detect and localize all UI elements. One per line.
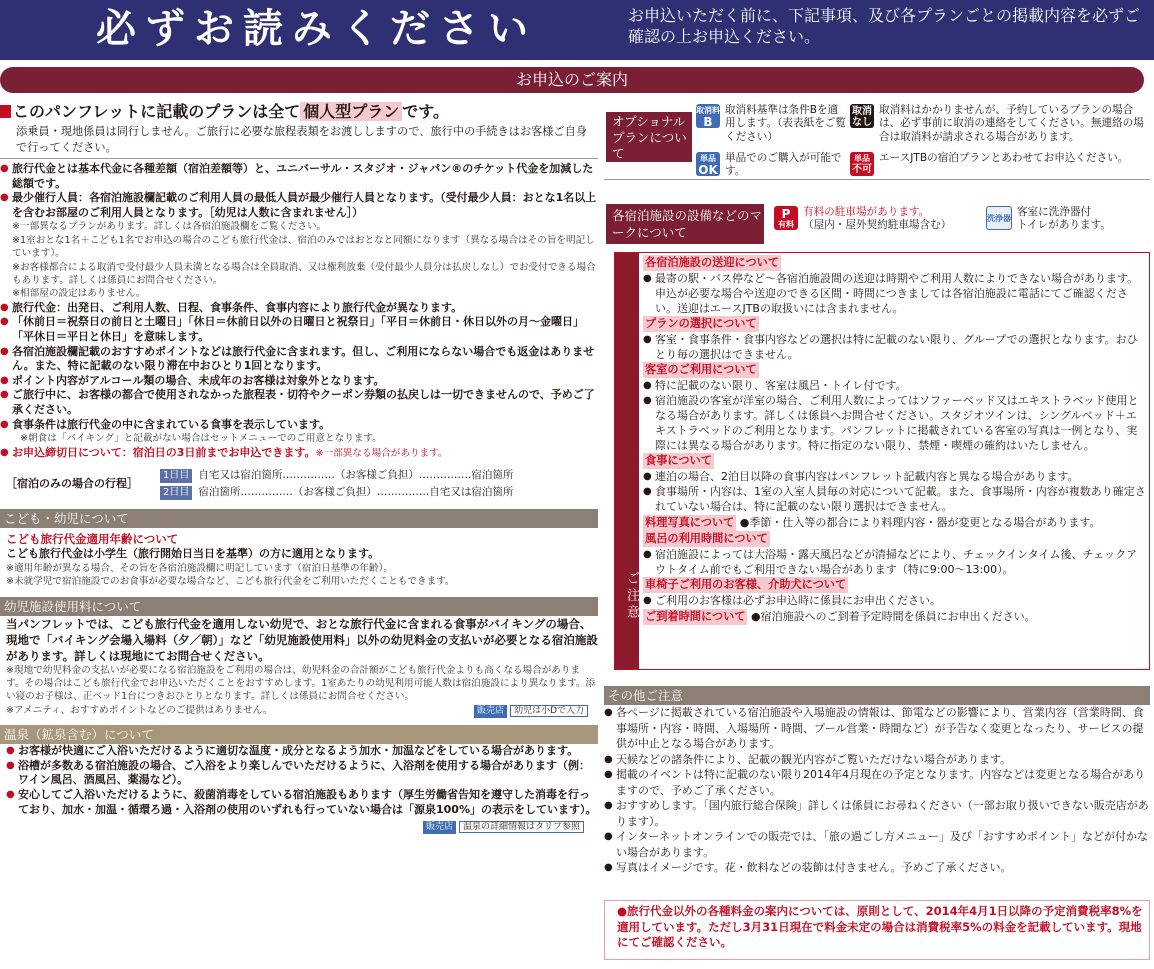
note-sub: ※相部屋の設定はありません。 (12, 288, 146, 300)
icon-big: OK (698, 163, 718, 177)
caution-text: ● 客室・食事条件・食事内容などの選択は特に記載のない限り、グループでの選択となります。おひとり毎の選択はできません。 (643, 332, 1147, 362)
single-ok-icon (696, 152, 720, 176)
note-sub: ※一部異なるプランがあります。詳しくは各宿泊施設欄をご覧ください。 (12, 221, 327, 233)
caution-heading: 食事について (645, 454, 712, 467)
note-price: ● 旅行代金とは基本代金に各種差額（宿泊差額等）と、ユニバーサル・スタジオ・ジャパン®のチケット代金を加減した総額です。 (0, 162, 598, 191)
itinerary-route: 宿泊箇所……………（お客様ご負担）……………自宅又は宿泊箇所 (198, 485, 514, 498)
icon-big: B (703, 115, 713, 129)
itinerary-label: ［宿泊のみの場合の行程］ (6, 477, 138, 490)
itinerary-row (160, 484, 598, 501)
icon-small: 取消料 (696, 106, 720, 115)
kids-subheading: こども旅行代金適用年齢について (6, 532, 179, 547)
caution-heading: 風呂の利用時間について (645, 532, 768, 545)
day-badge: 1日目 (160, 469, 192, 483)
shop-tag-text: 幼児は小Dで入力 (510, 705, 588, 717)
note-sub: ※お客様都合による取消で受付最少人員未満となる場合は全員取消、又は権利放棄（受付最少人員分は払戻しなし）でお受付できる場合もあります。詳しくは係員にお問合せください。 (12, 261, 596, 286)
note-day-types: ● 「休前日＝祝祭日の前日と土曜日」「休日＝休前日以外の日曜日と祝祭日」「平日＝休前日・休日以外の月～金曜日」「平休日＝平日と休日」を意味します。 (0, 315, 598, 344)
shop-tag: 販売店 (474, 705, 507, 718)
caution-heading: 料理写真について (645, 516, 735, 529)
caution-heading: 車椅子ご利用のお客様、介助犬について (645, 578, 847, 591)
other-note: ● 写真はイメージです。花・飲料などの装飾は付きません。予めご了承ください。 (604, 860, 1150, 876)
icon-big: 取消なし (852, 106, 872, 128)
kids-note: ※未就学児で宿泊施設でのお食事が必要な場合など、こども旅行代金をご利用いただくこともできます。 (6, 576, 455, 588)
caution-heading: プランの選択について (645, 317, 757, 330)
onsen-note: ● 浴槽が多数ある宿泊施設の場合、ご入浴をより楽しんでいただけるように、入浴剤を使用する場合があります（例：ワイン風呂、酒風呂、薬湯など）。 (6, 759, 598, 788)
caution-text: ● ご利用のお客様は必ずお申込時に係員にお申出ください。 (643, 593, 1147, 608)
icon-big: 不可 (852, 164, 872, 175)
washlet-item (986, 206, 1150, 233)
washlet-text-2: トイレがあります。 (1017, 219, 1111, 232)
kids-text: こども旅行代金は小学生（旅行開始日当日を基準）の方に適用となります。 (6, 547, 380, 561)
caution-text: 季節・仕入等の都合により料理内容・器が変更となる場合があります。 (749, 516, 1101, 529)
infant-note-text: ※アメニティ、おすすめポイントなどのご提供はありません。 (6, 704, 273, 716)
caution-heading: ご到着時間について (645, 610, 746, 623)
note-alcohol: ● ポイント内容がアルコール類の場合、未成年のお客様は対象外となります。 (0, 374, 598, 389)
parking-icon (774, 206, 798, 230)
caution-box (614, 252, 1150, 670)
tax-notice: ●旅行代金以外の各種料金の案内については、原則として、2014年4月1日以降の予定消費税率8%を適用しています。ただし3月31日現在で料金未定の場合は消費税率5%の料金を記載しています。現地にてご確認ください。 (604, 900, 1150, 960)
caution-heading: 客室のご利用について (645, 363, 757, 376)
page-title: 必ずお読みください (96, 6, 537, 52)
washlet-icon (986, 206, 1012, 230)
deadline-text: お申込締切日について：宿泊日の3日前までお申込できます。 (12, 445, 316, 459)
other-note: ● 天候などの諸条件により、記載の観光内容がご覧いただけない場合があります。 (604, 752, 1150, 768)
infant-text: 当パンフレットでは、こども旅行代金を適用しない幼児で、おとな旅行代金に含まれる食事がバイキングの場合、現地で「バイキング会場入場料（夕／朝）」など「幼児施設使用料」以外の幼児料金の支払いが必要となる宿泊施設があります。詳しくは現地にてお問合せください。 (6, 616, 598, 663)
single-ok-text: 単品でのご購入が可能です。 (725, 152, 842, 178)
shop-tag: 販売店 (423, 821, 456, 834)
right-column (604, 96, 1154, 966)
caution-text: ● 宿泊施設の客室が洋室の場合、ご利用人数によってはソファーベッド又はエキストラベッド使用となる場合があります。詳しくは係員へお問合せください。スタジオツインは、シングルベッド＋エキストラベッドのご利用となります。パンフレットに掲載されている客室の写真は一例となり、実際には異なる場合があります。特に指定のない限り、禁煙・喫煙の確約はいたしません。 (643, 393, 1147, 453)
caution-inline: ご到着時間について ●宿泊施設へのご到着予定時間を係員にお申出ください。 (645, 610, 1036, 623)
no-cancel-icon (850, 104, 874, 128)
single-ng-text: エースJTBの宿泊プランとあわせてお申込ください。 (879, 152, 1129, 164)
plan-heading (0, 100, 598, 124)
onsen-tag-line (0, 819, 584, 834)
kids-note: ※適用年齢が異なる場合、その旨を各宿泊施設欄に明記しています（宿泊日基準の年齢）。 (6, 562, 393, 574)
no-cancel-text: 取消料はかかりませんが、予約しているプランの場合は、必ず事前に取消の連絡をしてください。無連絡の場合は取消料が請求される場合があります。 (879, 104, 1144, 143)
caution-text: ● 食事場所・内容は、1室の入室人員毎の対応について記載。また、食事場所・内容が複数あり確定されていない場合は、特に記載のない限り選択はできません。 (643, 484, 1147, 514)
note-sub: ※1室おとな1名＋こども1名でお申込の場合のこども旅行代金は、宿泊のみではおとなと同額になります（異なる場合はその旨を明記しています）。 (12, 234, 595, 260)
caution-inline: 料理写真について ●季節・仕入等の都合により料理内容・器が変更となる場合があります。 (645, 516, 1101, 529)
caution-text: 宿泊施設へのご到着予定時間を係員にお申出ください。 (760, 610, 1036, 623)
note-deadline (0, 446, 598, 462)
infant-note: ※現地で幼児料金の支払いが必要になる宿泊施設をご利用の場合は、幼児料金の合計額がこども旅行代金よりも高くなる場合があります。その場合はこども旅行代金でお申込いただくことをおすすめします。1室あたりの幼児利用可能人数は宿泊施設により異なります。添い寝のお子様は、正ベッド1台につきおひとりとなります。詳しくは係員にお問合せください。 (6, 664, 596, 703)
facility-marks-box (604, 204, 1150, 246)
icon-small: 洗浄器 (987, 214, 1011, 223)
intro-text: 添乗員・現地係員は同行しません。ご旅行に必要な旅程表類をお渡ししますので、旅行中の手続きはお客様ご自身で行ってください。 (0, 124, 598, 159)
other-note: ● インターネットオンラインでの販売では、「旅の過ごし方メニュー」及び「おすすめポイント」などが付かない場合があります。 (604, 829, 1150, 860)
caution-text: ● 特に記載のない限り、客室は風呂・トイレ付です。 (643, 378, 1147, 393)
parking-item (774, 206, 974, 233)
heading-highlight: 個人型プラン (300, 102, 402, 121)
note-min-people: ● 最少催行人員：各宿泊施設欄記載のご利用人員の最低人員が最少催行人員となります。（受付最少人員：おとな1名以上を含むお部屋のご利用人員となります。［幼児は人数に含まれません］） (0, 191, 598, 220)
deadline-note: ※一部異なる場合があります。 (315, 447, 448, 459)
single-ng-icon (850, 152, 874, 176)
cancel-b-icon (696, 104, 720, 128)
washlet-text: 客室に洗浄器付 (1017, 206, 1092, 218)
caution-text: ● 宿泊施設によっては大浴場・露天風呂などが清掃などにより、チェックインタイム後、チェックアウトタイム前でもご利用できない場合があります（特に9:00～13:00）。 (643, 547, 1147, 577)
caution-text: ● 最寄の駅・バス停など～各宿泊施設間の送迎は時期やご利用人数によりできない場合があります。申込が必要な場合や送迎のできる区間・時間につきましては各宿泊施設に電話にてご確認ください。送迎はエースJTBの取扱いには含まれません。 (643, 271, 1147, 316)
note-price-vary: ● 旅行代金：出発日、ご利用人数、日程、食事条件、食事内容により旅行代金が異なります。 (0, 301, 598, 316)
note-meals: ● 食事条件は旅行代金の中に含まれている食事を表示しています。 (0, 418, 598, 433)
heading-post: です。 (402, 102, 449, 121)
other-note: ● おすすめします。「国内旅行総合保険」詳しくは係員にお尋ねください（一部お取り扱いできない販売店があります）。 (604, 798, 1150, 829)
icon-small: 有料 (778, 220, 794, 229)
note-refund: ● ご旅行中に、お客様の都合で使用されなかった旅程表・切符やクーポン券類の払戻しは一切できませんので、予めご了承ください。 (0, 388, 598, 417)
caution-text: ● 連泊の場合、2泊目以降の食事内容はパンフレット記載内容と異なる場合があります。 (643, 469, 1147, 484)
onsen-note: ● 安心してご入浴いただけるように、殺菌消毒をしている宿泊施設もあります（厚生労働省告知を遵守した消毒を行っており、加水・加温・循環ろ過・入浴剤の使用のいずれも行っていない場合は「源泉100%」の表示をしています）。 (6, 788, 598, 817)
guide-banner (0, 67, 1144, 93)
parking-note: （屋内・屋外契約駐車場含む） (803, 219, 952, 232)
caution-heading: 各宿泊施設の送迎について (645, 256, 780, 269)
left-column (0, 96, 598, 966)
note-points: ● 各宿泊施設欄記載のおすすめポイントなどは旅行代金に含まれます。但し、ご利用にならない場合でも返金はありません。また、特に記載のない限り滞在中おひとり1回となります。 (0, 345, 598, 374)
onsen-note: ● お客様が快適にご入浴いただけるように適切な温度・成分となるよう加水・加温などをしている場合があります。 (6, 744, 598, 759)
other-note: ● 掲載のイベントは特に記載のない限り2014年4月現在の予定となります。内容などは変更となる場合がありますので、予めご了承ください。 (604, 767, 1150, 798)
optional-plan-box (604, 96, 1150, 180)
itinerary-box (0, 467, 598, 501)
note-sub: ※朝食は「バイキング」と記載がない場合はセットメニューでのご用意となります。 (20, 433, 382, 445)
single-ng-item (850, 152, 1150, 176)
heading-pre: このパンフレットに記載のプランは全て (13, 102, 301, 121)
no-cancel-item (850, 104, 1150, 144)
day-badge: 2日目 (160, 486, 192, 500)
page-subtitle: お申込いただく前に、下記事項、及び各プランごとの掲載内容を必ずご確認の上お申込ください。 (628, 6, 1141, 46)
parking-text: 有料の駐車場があります。 (803, 206, 930, 218)
header-banner (0, 0, 1154, 60)
section-infant: 幼児施設使用料について (0, 597, 598, 616)
icon-small: 単品 (854, 154, 870, 163)
icon-small: 単品 (700, 154, 716, 163)
cancel-b-text: 取消料基準は条件Bを適用します。（表表紙をご覧ください） (725, 104, 846, 143)
shop-tag-text: 温泉の詳細情報はタリフ参照 (459, 821, 584, 833)
section-onsen: 温泉（鉱泉含む）について (0, 725, 598, 744)
caution-side-label: ご注意 (615, 253, 639, 669)
other-note: ● 各ページに掲載されている宿泊施設や入場施設の情報は、節電などの影響により、営業内容（営業時間、食事場所・内容・時間、入場場所・時間、プール営業・時間など）が予告なく変更となったり、サービスの提供が中止となる場合があります。 (604, 705, 1150, 752)
heading-marker (0, 105, 11, 118)
guide-title: お申込のご案内 (515, 70, 628, 89)
single-ok-item (696, 152, 846, 179)
other-notes (604, 686, 1150, 876)
optional-plan-label: オプショナルプランについて (606, 112, 692, 162)
infant-note (0, 704, 598, 717)
section-other: その他ご注意 (604, 686, 1150, 705)
itinerary-route: 自宅又は宿泊箇所……………（お客様ご負担）……………宿泊箇所 (198, 468, 514, 481)
itinerary-row (160, 467, 598, 484)
cancel-b-item (696, 104, 846, 144)
facility-marks-label: 各宿泊施設の設備などのマークについて (606, 204, 764, 244)
section-kids: こども・幼児について (0, 509, 598, 528)
icon-big: P (781, 207, 791, 221)
